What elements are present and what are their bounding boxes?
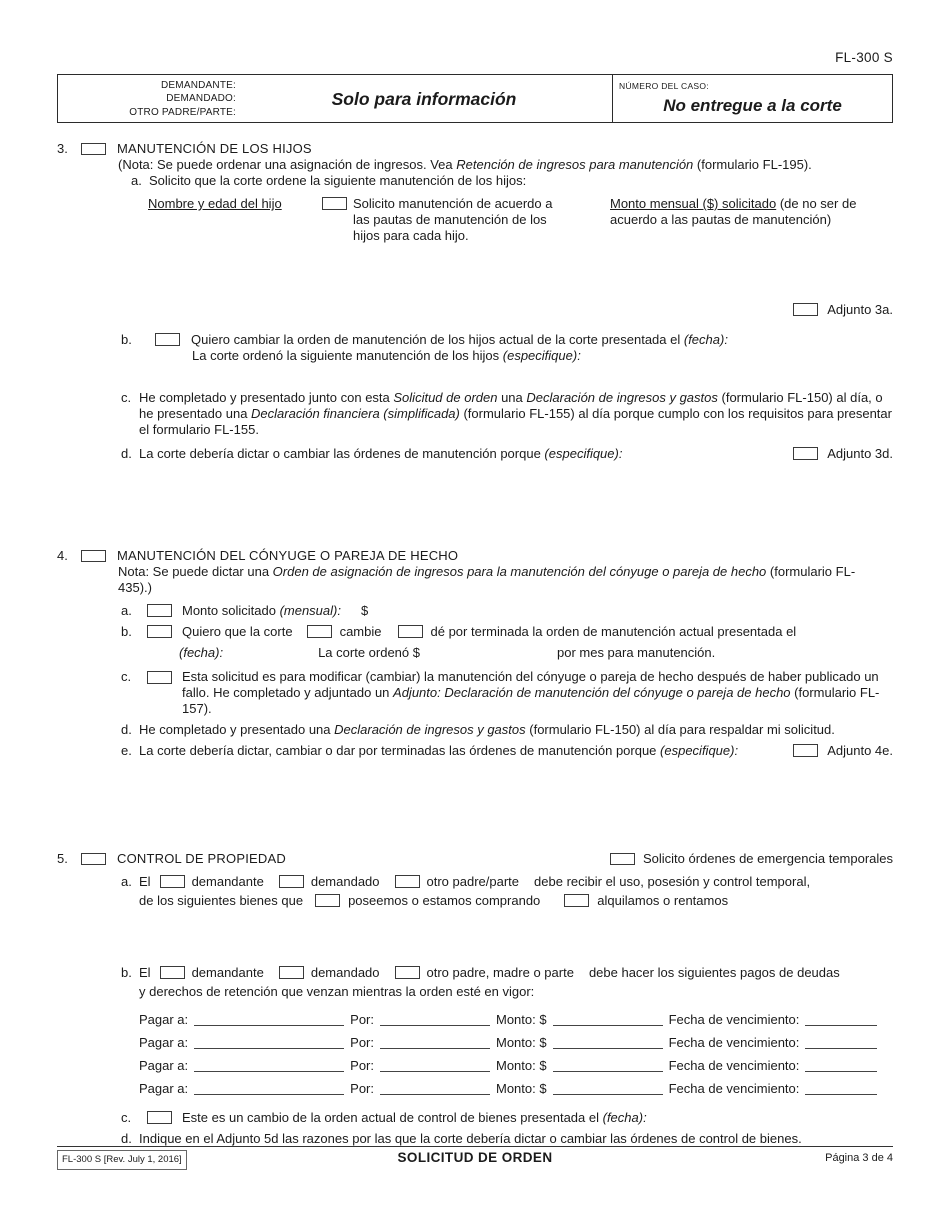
- attachment-3a-row: [57, 302, 893, 318]
- case-number-label: NÚMERO DEL CASO:: [619, 81, 709, 91]
- amount-label: Monto: $: [496, 1012, 547, 1027]
- section-5-title: CONTROL DE PROPIEDAD: [117, 851, 286, 866]
- party-labels: [58, 75, 236, 122]
- due-date-label: Fecha de vencimiento:: [668, 1035, 800, 1050]
- form-title-ref: Solicitud de orden: [393, 390, 498, 405]
- item-4b: [121, 624, 893, 661]
- item-4c-label: c.: [121, 669, 132, 684]
- checkbox-5a-demandante[interactable]: [160, 875, 185, 888]
- text-segment: (formulario FL-155) al día porque cumplo con los requisitos para presentar el formulario FL-155.: [139, 406, 892, 437]
- fecha-label: (fecha):: [179, 645, 224, 660]
- cambie-option: cambie: [339, 624, 382, 639]
- children-write-in-area[interactable]: [57, 244, 893, 302]
- payment-row: [139, 1081, 893, 1104]
- column-monthly-amount: [610, 196, 893, 244]
- adjunto-3d-label: Adjunto 3d.: [827, 446, 893, 461]
- item-4d-label: d.: [121, 722, 132, 737]
- court-ordered-text: La corte ordenó $: [318, 645, 420, 660]
- adjunto-3a-label: Adjunto 3a.: [827, 302, 893, 317]
- pay-to-label: Pagar a:: [139, 1058, 189, 1073]
- item-3a-label: a.: [131, 173, 142, 188]
- due-date-label: Fecha de vencimiento:: [668, 1012, 800, 1027]
- checkbox-3b[interactable]: [155, 333, 180, 346]
- for-field-1[interactable]: [380, 1012, 490, 1026]
- text-segment: Esta solicitud es para modificar (cambiar) la manutención del cónyuge o pareja de hecho después de haber publicado un fallo. He completado y adjuntado un: [182, 669, 879, 700]
- item-4c: [121, 669, 893, 717]
- due-date-field-2[interactable]: [805, 1035, 877, 1049]
- text-segment: He completado y presentado junto con esta: [139, 390, 394, 405]
- item-3c-text: [139, 390, 893, 438]
- case-number-box: [612, 75, 892, 122]
- dollar-sign: $: [360, 603, 369, 618]
- payment-row: [139, 1035, 893, 1058]
- payment-row: [139, 1012, 893, 1035]
- checkbox-emergency-orders[interactable]: [610, 853, 635, 866]
- checkbox-5b-otro[interactable]: [395, 966, 420, 979]
- text-segment: de los siguientes bienes que: [139, 893, 304, 908]
- text-segment: (formulario FL-157).: [182, 685, 880, 716]
- item-4a-label: a.: [121, 603, 132, 618]
- otro-padre-label: OTRO PADRE/PARTE:: [129, 106, 236, 118]
- section-3-title: MANUTENCIÓN DE LOS HIJOS: [117, 141, 312, 156]
- pay-to-label: Pagar a:: [139, 1012, 189, 1027]
- item-5d: [121, 1131, 893, 1147]
- item-3a: [131, 173, 893, 189]
- monthly-amount-heading: Monto mensual ($) solicitado: [610, 196, 777, 211]
- item-3d-body: [139, 446, 893, 462]
- text-segment: La corte debería dictar o cambiar las órdenes de manutención porque: [139, 446, 545, 461]
- checkbox-5a-otro[interactable]: [395, 875, 420, 888]
- item-3c-label: c.: [121, 390, 132, 405]
- item-4b-line2: [139, 645, 893, 661]
- text-segment: Monto solicitado: [182, 603, 280, 618]
- item-3d-label: d.: [121, 446, 132, 461]
- fecha-label: (fecha):: [683, 332, 728, 347]
- mensual-label: (mensual):: [279, 603, 341, 618]
- checkbox-adjunto-3a[interactable]: [793, 303, 818, 316]
- for-label: Por:: [350, 1012, 374, 1027]
- item-5a-body: [139, 874, 893, 909]
- otro-padre-option: otro padre/parte: [426, 874, 520, 889]
- checkbox-5c[interactable]: [147, 1111, 172, 1124]
- item-3b-line2: [192, 348, 893, 364]
- guideline-text: Solicito manutención de acuerdo a las pautas de manutención de los hijos para cada hijo.: [353, 196, 553, 243]
- especifique-label: (especifique):: [660, 743, 739, 758]
- demandante-option: demandante: [191, 965, 264, 980]
- pay-to-field-1[interactable]: [194, 1012, 344, 1026]
- payment-rows: [139, 1012, 893, 1104]
- text-segment: Quiero que la corte: [182, 624, 293, 639]
- note-form-ref: Retención de ingresos para manutención: [456, 157, 694, 172]
- checkbox-4b-terminada[interactable]: [398, 625, 423, 638]
- item-3b-text2: La corte ordenó la siguiente manutención de los hijos: [192, 348, 503, 363]
- el-text: El: [139, 874, 151, 889]
- checkbox-section-3[interactable]: [81, 143, 106, 156]
- note-text: Nota: Se puede dictar una: [118, 564, 273, 579]
- item-4a-body: [139, 603, 893, 619]
- item-5a-line2: [139, 893, 893, 909]
- column-guideline: [322, 196, 565, 244]
- amount-field-2[interactable]: [553, 1035, 663, 1049]
- form-title-ref: Declaración de ingresos y gastos: [526, 390, 718, 405]
- payment-row: [139, 1058, 893, 1081]
- rent-option: alquilamos o rentamos: [597, 893, 729, 908]
- page-indicator: Página 3 de 4: [825, 1152, 893, 1164]
- item-5c-label: c.: [121, 1110, 132, 1125]
- item-3b-line1: [139, 332, 893, 348]
- item-5c-body: [139, 1110, 893, 1126]
- item-4e-write-in-area[interactable]: [57, 759, 893, 851]
- text-segment: La corte debería dictar, cambiar o dar por terminadas las órdenes de manutención porque: [139, 743, 661, 758]
- ordered-amount-field[interactable]: [426, 645, 551, 659]
- amount-field-4[interactable]: [553, 1081, 663, 1095]
- text-segment: debe hacer los siguientes pagos de deudas: [588, 965, 840, 980]
- item-4e-label: e.: [121, 743, 132, 758]
- checkbox-4c[interactable]: [147, 671, 172, 684]
- monthly-amount-note: (de no ser de acuerdo a las pautas de manutención): [610, 196, 857, 227]
- emergency-orders-label: Solicito órdenes de emergencia temporales: [642, 851, 893, 866]
- item-5a: [121, 874, 893, 909]
- checkbox-5a-demandado[interactable]: [279, 875, 304, 888]
- checkbox-guideline-support[interactable]: [322, 197, 347, 210]
- item-4e: [121, 743, 893, 759]
- demandado-label: DEMANDADO:: [166, 93, 236, 105]
- item-5d-label: d.: [121, 1131, 132, 1146]
- form-title-ref: Adjunto: Declaración de manutención del cónyuge o pareja de hecho: [393, 685, 791, 700]
- due-date-field-4[interactable]: [805, 1081, 877, 1095]
- pay-to-field-2[interactable]: [194, 1035, 344, 1049]
- demandado-option: demandado: [310, 965, 380, 980]
- checkbox-adjunto-3d[interactable]: [793, 447, 818, 460]
- section-3-header: [57, 141, 893, 157]
- text-segment: (formulario FL-150) al día, o he presentado una: [139, 390, 883, 421]
- item-3d: [121, 446, 893, 462]
- note-text: (Nota: Se puede ordenar una asignación de ingresos. Vea: [118, 157, 457, 172]
- item-4d-text: [139, 722, 893, 738]
- checkbox-4b[interactable]: [147, 625, 172, 638]
- item-4b-body: [139, 624, 893, 661]
- pay-to-field-3[interactable]: [194, 1058, 344, 1072]
- especifique-label: (especifique):: [544, 446, 623, 461]
- item-4c-body: [139, 669, 893, 717]
- own-option: poseemos o estamos comprando: [348, 893, 541, 908]
- for-label: Por:: [350, 1081, 374, 1096]
- fecha-label: (fecha):: [602, 1110, 647, 1125]
- form-title-ref: Declaración de ingresos y gastos: [334, 722, 526, 737]
- text-segment: He completado y presentado una: [139, 722, 335, 737]
- for-field-2[interactable]: [380, 1035, 490, 1049]
- item-4d: [121, 722, 893, 738]
- item-4c-text: [182, 669, 893, 717]
- pay-to-label: Pagar a:: [139, 1081, 189, 1096]
- per-month-text: por mes para manutención.: [556, 645, 716, 660]
- otro-padre-option: otro padre, madre o parte: [426, 965, 574, 980]
- item-3d-text: [139, 446, 622, 462]
- item-3d-write-in-area[interactable]: [57, 462, 893, 548]
- text-segment: una: [497, 390, 527, 405]
- section-5-number: 5.: [57, 851, 68, 866]
- text-segment: debe recibir el uso, posesión y control temporal,: [534, 874, 811, 889]
- item-4b-label: b.: [121, 624, 132, 639]
- due-date-field-3[interactable]: [805, 1058, 877, 1072]
- el-text: El: [139, 965, 151, 980]
- section-3-number: 3.: [57, 141, 68, 156]
- item-5b-line1: [139, 965, 893, 981]
- form-title-ref: Declaración financiera (simplificada): [251, 406, 460, 421]
- item-5b-line2: y derechos de retención que venzan mientras la orden esté en vigor:: [139, 984, 535, 999]
- form-number: FL-300 S: [835, 50, 893, 65]
- item-5b: [121, 965, 893, 1104]
- checkbox-5a-rent[interactable]: [564, 894, 589, 907]
- section-3-note: [118, 157, 893, 173]
- section-4-header: [57, 548, 893, 564]
- checkbox-adjunto-4e[interactable]: [793, 744, 818, 757]
- item-5b-body: [139, 965, 893, 1104]
- note-form-ref: Orden de asignación de ingresos para la manutención del cónyuge o pareja de hecho: [272, 564, 767, 579]
- note-text: (formulario FL-435).): [118, 564, 856, 595]
- item-5a-label: a.: [121, 874, 132, 889]
- attachment-3d-row: [781, 446, 893, 462]
- for-label: Por:: [350, 1035, 374, 1050]
- amount-label: Monto: $: [496, 1035, 547, 1050]
- info-only-watermark: Solo para información: [331, 88, 517, 109]
- emergency-orders-row: [610, 851, 893, 867]
- adjunto-4e-label: Adjunto 4e.: [827, 743, 893, 758]
- text-segment: (formulario FL-150) al día para respaldar mi solicitud.: [525, 722, 835, 737]
- amount-label: Monto: $: [496, 1058, 547, 1073]
- attachment-4e-row: [781, 743, 893, 759]
- checkbox-5b-demandante[interactable]: [160, 966, 185, 979]
- item-5d-text: Indique en el Adjunto 5d las razones por las que la corte debería dictar o cambiar las órdenes de control de bienes.: [139, 1131, 802, 1146]
- revision-text: FL-300 S [Rev. July 1, 2016]: [57, 1150, 187, 1170]
- section-4-note: [118, 564, 880, 596]
- item-3c: [121, 390, 893, 438]
- pay-to-field-4[interactable]: [194, 1081, 344, 1095]
- terminada-option: dé por terminada la orden de manutención actual presentada el: [430, 624, 797, 639]
- text-segment: Este es un cambio de la orden actual de control de bienes presentada el: [182, 1110, 603, 1125]
- item-3b: [121, 332, 893, 364]
- demandado-option: demandado: [310, 874, 380, 889]
- footer-form-title: SOLICITUD DE ORDEN: [397, 1150, 553, 1165]
- note-text: (formulario FL-195).: [693, 157, 812, 172]
- checkbox-section-4[interactable]: [81, 550, 106, 563]
- item-4a: [121, 603, 893, 619]
- due-date-label: Fecha de vencimiento:: [668, 1058, 800, 1073]
- amount-label: Monto: $: [496, 1081, 547, 1096]
- revision-stamp: [57, 1150, 277, 1170]
- item-4e-text: [139, 743, 738, 759]
- checkbox-4b-cambie[interactable]: [307, 625, 332, 638]
- checkbox-4a[interactable]: [147, 604, 172, 617]
- amount-field-3[interactable]: [553, 1058, 663, 1072]
- item-3b-text: Quiero cambiar la orden de manutención de los hijos actual de la corte presentada el: [191, 332, 684, 347]
- checkbox-section-5[interactable]: [81, 853, 106, 866]
- child-support-table-header: [148, 196, 893, 244]
- especifique-label: (especifique):: [502, 348, 581, 363]
- form-footer: [57, 1146, 893, 1170]
- caption-box: [57, 74, 893, 123]
- item-5a-line1: [139, 874, 893, 890]
- due-date-label: Fecha de vencimiento:: [668, 1081, 800, 1096]
- due-date-field-1[interactable]: [805, 1012, 877, 1026]
- item-5c: [121, 1110, 893, 1126]
- demandante-label: DEMANDANTE:: [161, 80, 236, 91]
- for-field-4[interactable]: [380, 1081, 490, 1095]
- pay-to-label: Pagar a:: [139, 1035, 189, 1050]
- footer-divider: [57, 1146, 893, 1147]
- for-label: Por:: [350, 1058, 374, 1073]
- item-4e-body: [139, 743, 893, 759]
- item-3b-label: b.: [121, 332, 132, 347]
- demandante-option: demandante: [191, 874, 264, 889]
- section-5-header: [57, 851, 893, 867]
- do-not-file-watermark: No entregue a la corte: [663, 96, 842, 115]
- caption-left: [58, 75, 612, 122]
- checkbox-5a-own[interactable]: [315, 894, 340, 907]
- item-4b-line1: [139, 624, 893, 640]
- checkbox-5b-demandado[interactable]: [279, 966, 304, 979]
- item-5a-write-in-area[interactable]: [57, 909, 893, 965]
- column-child-name: Nombre y edad del hijo: [148, 196, 282, 211]
- amount-field[interactable]: [374, 603, 494, 617]
- item-3a-text: Solicito que la corte ordene la siguiente manutención de los hijos:: [149, 173, 527, 188]
- section-4-title: MANUTENCIÓN DEL CÓNYUGE O PAREJA DE HECHO: [117, 548, 459, 563]
- section-4-number: 4.: [57, 548, 68, 563]
- item-5b-label: b.: [121, 965, 132, 980]
- amount-field-1[interactable]: [553, 1012, 663, 1026]
- for-field-3[interactable]: [380, 1058, 490, 1072]
